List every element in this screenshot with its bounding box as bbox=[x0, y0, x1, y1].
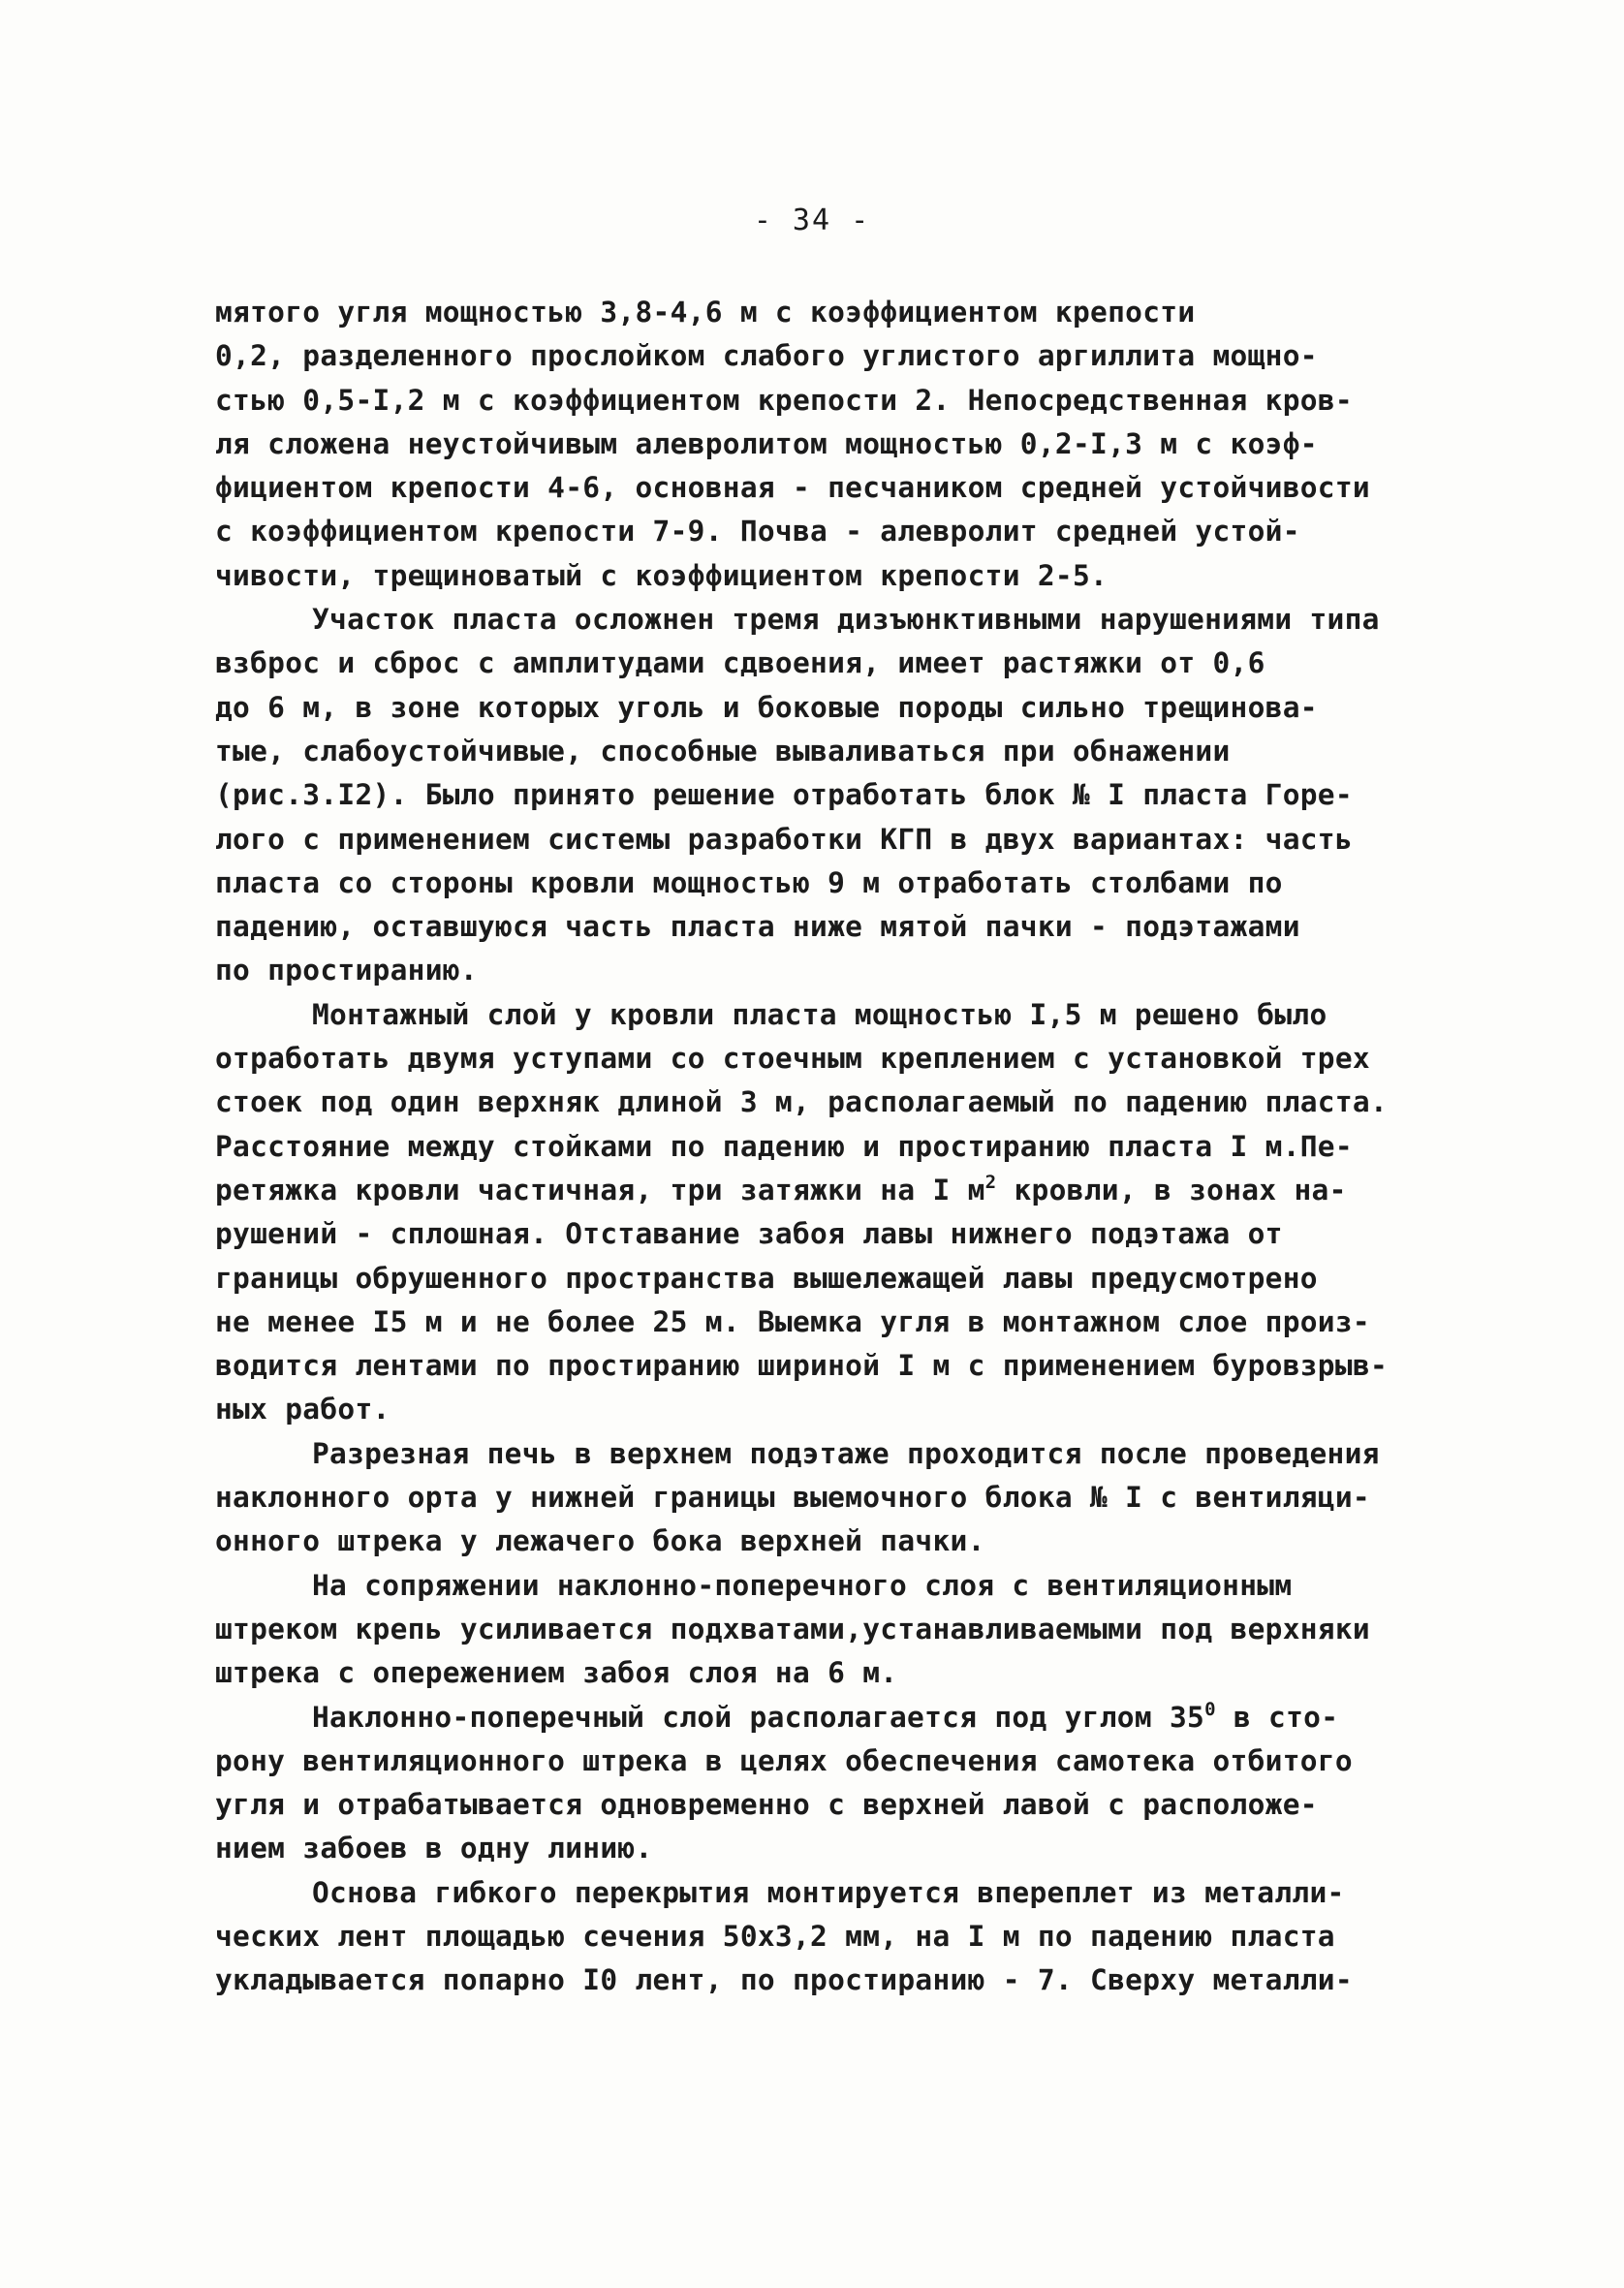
paragraph-start-line: Основа гибкого перекрытия монтируется вперeплет из металли- bbox=[312, 1875, 1345, 1909]
text-line: наклонного орта у нижней границы выемочного блока № I с вентиляци- bbox=[215, 1481, 1370, 1515]
text-line: рушений - сплошная. Отставание забоя лавы нижнего подэтажа от bbox=[215, 1217, 1283, 1251]
text-fragment: Наклонно-поперечный слой располагается под углом 35 bbox=[312, 1700, 1205, 1734]
text-fragment: в сто- bbox=[1215, 1700, 1339, 1734]
text-line: не менее I5 м и не более 25 м. Выемка угля в монтажном слое произ- bbox=[215, 1304, 1370, 1338]
text-line: Расстояние между стойками по падению и простиранию пласта I м.Пе- bbox=[215, 1129, 1353, 1163]
text-line: (рис.3.I2). Было принято решение отработать блок № I пласта Горе- bbox=[215, 778, 1353, 812]
paragraph-start-line: Разрезная печь в верхнем подэтаже проходится после проведения bbox=[312, 1436, 1380, 1470]
text-line: угля и отрабатывается одновременно с верхней лавой с расположе- bbox=[215, 1788, 1318, 1822]
text-line: мятого угля мощностью 3,8-4,6 м с коэффициентом крепости bbox=[215, 296, 1196, 329]
text-line: онного штрека у лежачего бока верхней пачки. bbox=[215, 1524, 985, 1558]
text-line: водится лентами по простиранию шириной I м с применением буровзрыв- bbox=[215, 1349, 1389, 1383]
text-line: фициентом крепости 4-6, основная - песчаником средней устойчивости bbox=[215, 471, 1370, 505]
text-line: стью 0,5-I,2 м с коэффициентом крепости 2. Непосредственная кров- bbox=[215, 383, 1353, 417]
paragraph-start-line-with-superscript bbox=[215, 1696, 1465, 1740]
text-line: границы обрушенного пространства вышележащей лавы предусмотрено bbox=[215, 1261, 1318, 1295]
text-line: лого с применением системы разработки КГП в двух вариантах: часть bbox=[215, 822, 1353, 856]
text-line: по простиранию. bbox=[215, 954, 478, 987]
text-line: нием забоев в одну линию. bbox=[215, 1832, 653, 1865]
text-line-with-superscript bbox=[215, 1169, 1465, 1212]
text-line: падению, оставшуюся часть пласта ниже мятой пачки - подэтажами bbox=[215, 910, 1300, 944]
text-line: с коэффициентом крепости 7-9. Почва - алевролит средней устой- bbox=[215, 515, 1300, 548]
page-number: - 34 - bbox=[753, 204, 871, 237]
text-line: штреком крепь усиливается подхватами,устанавливаемыми под верхняки bbox=[215, 1612, 1370, 1645]
paragraph-start-line: Монтажный слой у кровли пласта мощностью I,5 м решено было bbox=[312, 997, 1327, 1031]
text-line: ческих лент площадью сечения 50х3,2 мм, на I м по падению пласта bbox=[215, 1919, 1335, 1953]
text-line: укладывается попарно I0 лент, по простиранию - 7. Сверху металли- bbox=[215, 1963, 1353, 1997]
text-fragment: кровли, в зонах на- bbox=[996, 1173, 1347, 1207]
text-line: стоек под один верхняк длиной 3 м, располагаемый по падению пласта. bbox=[215, 1085, 1389, 1119]
superscript: 0 bbox=[1204, 1698, 1216, 1720]
text-line: до 6 м, в зоне которых уголь и боковые породы сильно трещинова- bbox=[215, 690, 1318, 724]
text-line: рону вентиляционного штрека в целях обеспечения самотека отбитого bbox=[215, 1743, 1353, 1777]
text-fragment: ретяжка кровли частичная, три затяжки на I м bbox=[215, 1173, 985, 1207]
text-line: пласта со стороны кровли мощностью 9 м отработать столбами по bbox=[215, 865, 1283, 899]
text-line: штрека с опережением забоя слоя на 6 м. bbox=[215, 1656, 898, 1690]
text-line: взброс и сброс с амплитудами сдвоения, имеет растяжки от 0,6 bbox=[215, 646, 1265, 680]
body-text bbox=[215, 291, 1465, 2003]
text-line: 0,2, разделенного прослойком слабого углистого аргиллита мощно- bbox=[215, 339, 1318, 373]
paragraph-start-line: Участок пласта осложнен тремя дизъюнктивными нарушениями типа bbox=[312, 603, 1380, 637]
text-line: чивости, трещиноватый с коэффициентом крепости 2-5. bbox=[215, 558, 1109, 592]
paragraph-start-line: На сопряжении наклонно-поперечного слоя с вентиляционным bbox=[312, 1568, 1293, 1602]
superscript: 2 bbox=[984, 1171, 997, 1193]
text-line: ля сложена неустойчивым алевролитом мощностью 0,2-I,3 м с коэф- bbox=[215, 426, 1318, 460]
text-line: ных работ. bbox=[215, 1393, 390, 1426]
text-line: отработать двумя уступами со стоечным креплением с установкой трех bbox=[215, 1042, 1370, 1076]
text-line: тые, слабоустойчивые, способные вываливаться при обнажении bbox=[215, 734, 1231, 768]
